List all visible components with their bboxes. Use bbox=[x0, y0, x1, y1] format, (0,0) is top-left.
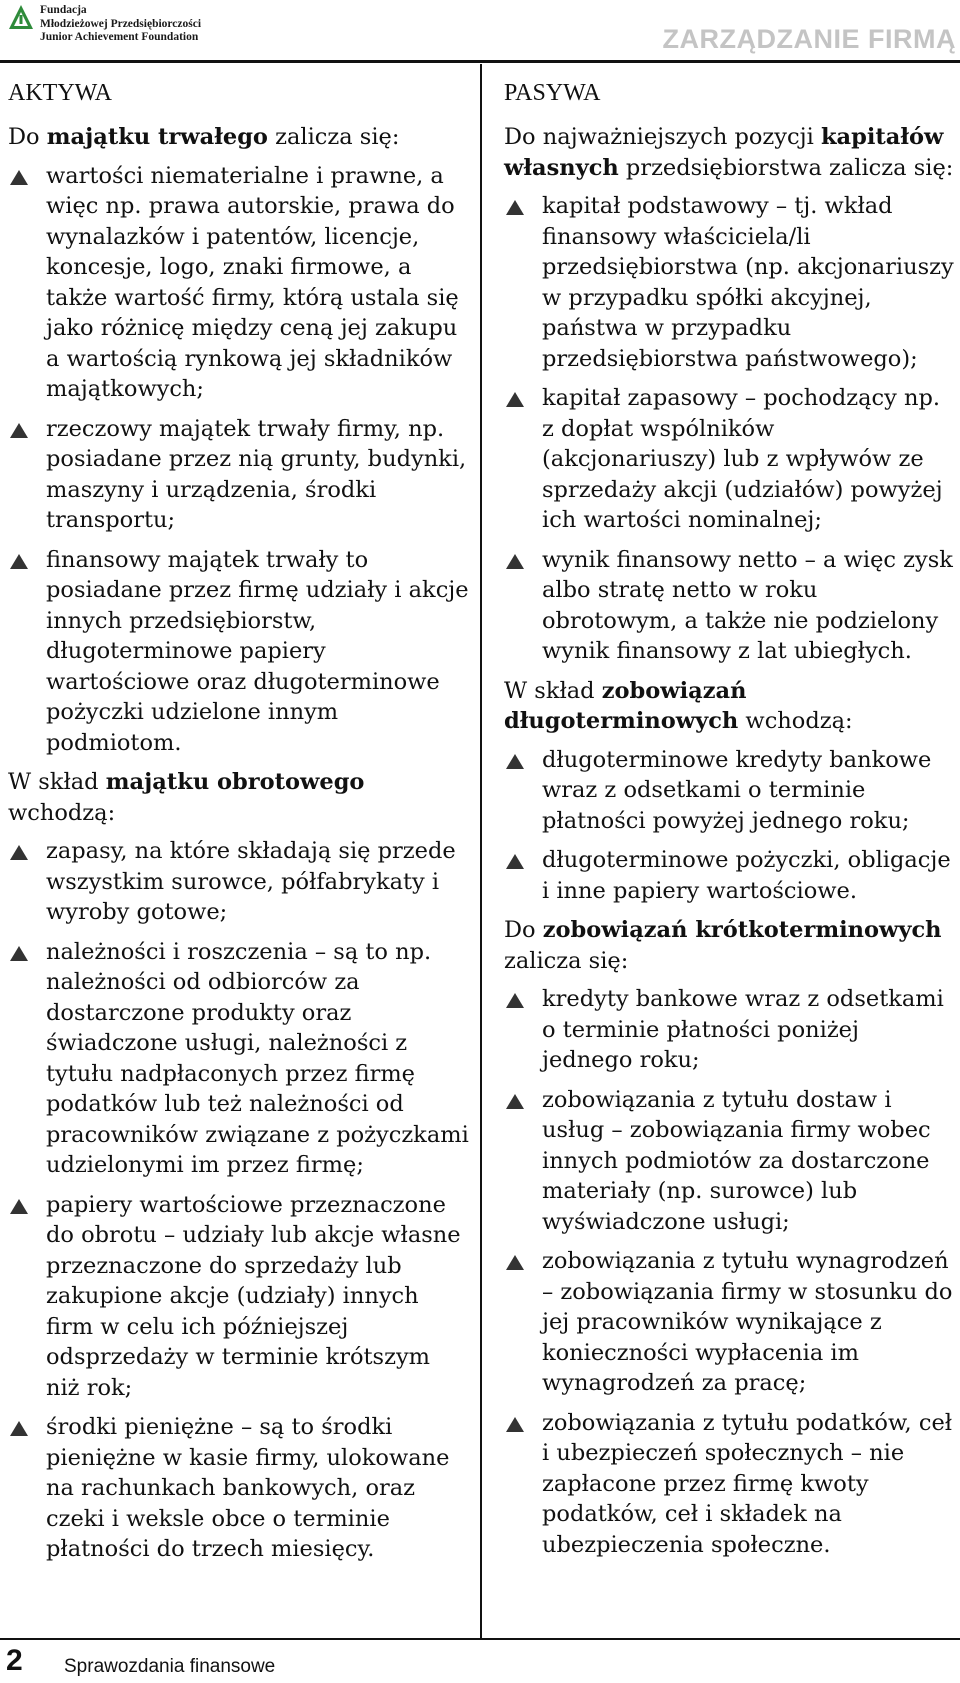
foundation-logo bbox=[8, 4, 248, 48]
bullet-list bbox=[8, 836, 470, 1565]
foundation-logo-icon bbox=[8, 4, 34, 30]
list-item: długoterminowe pożyczki, obligacje i inne papiery wartościowe. bbox=[504, 845, 954, 906]
column-divider bbox=[480, 64, 482, 1638]
triangle-bullet-icon bbox=[10, 946, 28, 961]
right-column-pasywa bbox=[504, 78, 954, 1569]
bullet-list bbox=[504, 191, 954, 667]
triangle-bullet-icon bbox=[506, 993, 524, 1008]
list-item: kredyty bankowe wraz z odsetkami o terminie płatności poniżej jednego roku; bbox=[504, 984, 954, 1076]
list-item: wynik finansowy netto – a więc zysk albo stratę netto w roku obrotowym, a także nie podzielony wynik finansowy z lat ubiegłych. bbox=[504, 545, 954, 667]
triangle-bullet-icon bbox=[10, 1199, 28, 1214]
footer-rule bbox=[0, 1638, 960, 1640]
triangle-bullet-icon bbox=[10, 170, 28, 185]
triangle-bullet-icon bbox=[10, 1421, 28, 1436]
triangle-bullet-icon bbox=[506, 1094, 524, 1109]
triangle-bullet-icon bbox=[506, 1255, 524, 1270]
paragraph: W skład majątku obrotowego wchodzą: bbox=[8, 769, 365, 826]
list-item: papiery wartościowe przeznaczone do obrotu – udziały lub akcje własne przeznaczone do sprzedaży lub zakupione akcje (udziały) innych firm w celu ich późniejszej odsprzedaży w terminie krótszym niż rok; bbox=[8, 1190, 470, 1404]
triangle-bullet-icon bbox=[506, 200, 524, 215]
paragraph: W skład zobowiązań długoterminowych wchodzą: bbox=[504, 677, 853, 734]
list-item: zobowiązania z tytułu podatków, ceł i ubezpieczeń społecznych – nie zapłacone przez firmę kwoty podatków, ceł i składek na ubezpieczenia społeczne. bbox=[504, 1408, 954, 1561]
list-item: należności i roszczenia – są to np. należności od odbiorców za dostarczone produkty oraz świadczone usługi, należności z tytułu nadpłaconych przez firmę podatków lub też należności od pracowników związane z pożyczkami udzielonymi im przez firmę; bbox=[8, 937, 470, 1181]
bullet-list bbox=[504, 984, 954, 1560]
triangle-bullet-icon bbox=[506, 1417, 524, 1432]
list-item: zobowiązania z tytułu wynagrodzeń – zobowiązania firmy w stosunku do jej pracowników wynikające z konieczności wypłacenia im wynagrodzeń za pracę; bbox=[504, 1246, 954, 1399]
column-heading: AKTYWA bbox=[8, 80, 112, 106]
list-item: finansowy majątek trwały to posiadane przez firmę udziały i akcje innych przedsiębiorstw, długoterminowe papiery wartościowe oraz długoterminowe pożyczki udzielone innym podmiotom. bbox=[8, 545, 470, 759]
section-title: ZARZĄDZANIE FIRMĄ bbox=[662, 24, 956, 54]
page-number: 2 bbox=[6, 1644, 23, 1677]
triangle-bullet-icon bbox=[10, 554, 28, 569]
logo-line: Fundacja bbox=[40, 4, 87, 16]
triangle-bullet-icon bbox=[506, 554, 524, 569]
triangle-bullet-icon bbox=[506, 854, 524, 869]
list-item: środki pieniężne – są to środki pieniężne w kasie firmy, ulokowane na rachunkach bankowych, oraz czeki i weksle obce o terminie płatności do trzech miesięcy. bbox=[8, 1412, 470, 1565]
list-item: kapitał zapasowy – pochodzący np. z dopłat wspólników (akcjonariuszy) lub z wpływów ze sprzedaży akcji (udziałów) powyżej ich wartości nominalnej; bbox=[504, 383, 954, 536]
bullet-list bbox=[504, 745, 954, 907]
list-item: zobowiązania z tytułu dostaw i usług – zobowiązania firmy wobec innych podmiotów za dostarczone materiały (np. surowce) lub wyświadczone usługi; bbox=[504, 1085, 954, 1238]
page-header bbox=[0, 0, 960, 64]
triangle-bullet-icon bbox=[506, 754, 524, 769]
paragraph: Do zobowiązań krótkoterminowych zalicza się: bbox=[504, 917, 942, 974]
header-rule bbox=[0, 60, 960, 63]
triangle-bullet-icon bbox=[10, 423, 28, 438]
paragraph: Do majątku trwałego zalicza się: bbox=[8, 124, 400, 150]
bullet-list bbox=[8, 161, 470, 759]
triangle-bullet-icon bbox=[10, 845, 28, 860]
triangle-bullet-icon bbox=[506, 392, 524, 407]
footer-title: Sprawozdania finansowe bbox=[64, 1656, 276, 1677]
column-heading: PASYWA bbox=[504, 80, 601, 106]
logo-text bbox=[40, 4, 201, 45]
list-item: rzeczowy majątek trwały firmy, np. posiadane przez nią grunty, budynki, maszyny i urządzenia, środki transportu; bbox=[8, 414, 470, 536]
list-item: zapasy, na które składają się przede wszystkim surowce, półfabrykaty i wyroby gotowe; bbox=[8, 836, 470, 928]
list-item: długoterminowe kredyty bankowe wraz z odsetkami o terminie płatności powyżej jednego roku; bbox=[504, 745, 954, 837]
list-item: wartości niematerialne i prawne, a więc np. prawa autorskie, prawa do wynalazków i patentów, licencje, koncesje, logo, znaki firmowe, a także wartość firmy, którą ustala się jako różnicę między ceną jej zakupu a wartością rynkową jej składników majątkowych; bbox=[8, 161, 470, 405]
list-item: kapitał podstawowy – tj. wkład finansowy właściciela/li przedsiębiorstwa (np. akcjonariuszy w przypadku spółki akcyjnej, państwa w przypadku przedsiębiorstwa państwowego); bbox=[504, 191, 954, 374]
paragraph: Do najważniejszych pozycji kapitałów własnych przedsiębiorstwa zalicza się: bbox=[504, 124, 954, 181]
logo-line: Junior Achievement Foundation bbox=[40, 31, 199, 43]
left-column-aktywa bbox=[8, 78, 470, 1574]
logo-line: Młodzieżowej Przedsiębiorczości bbox=[40, 17, 202, 30]
